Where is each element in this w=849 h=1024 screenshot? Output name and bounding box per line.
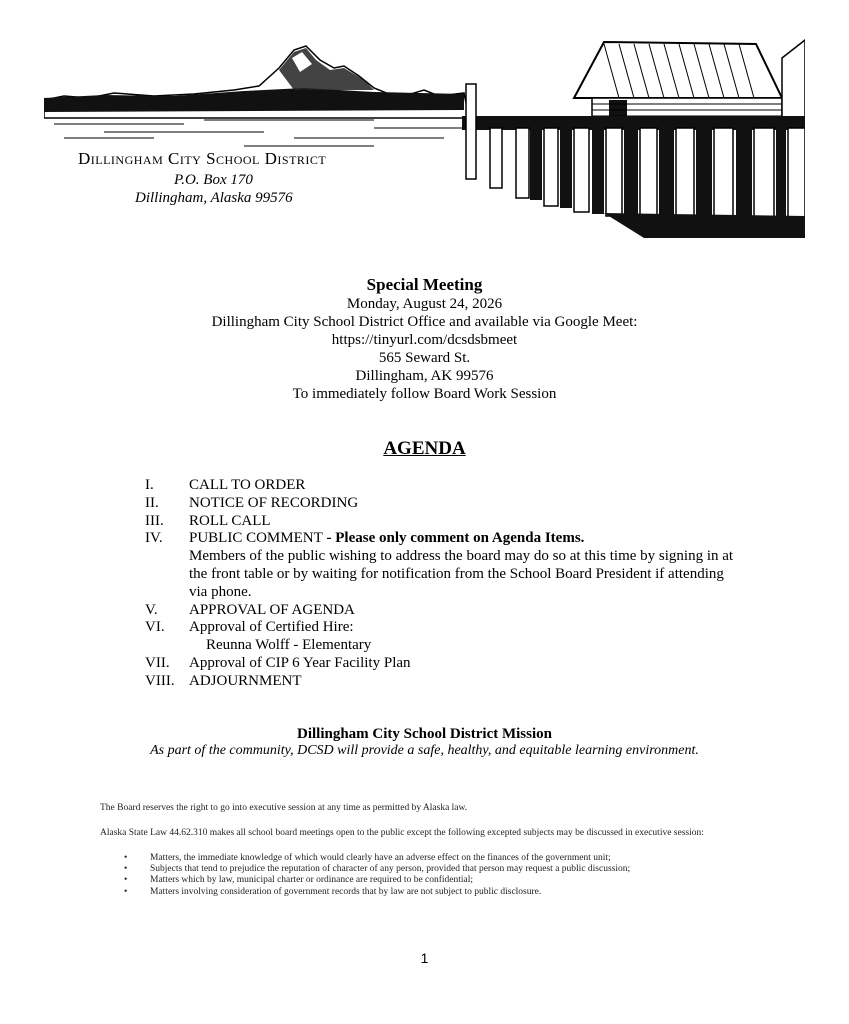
executive-session-note: The Board reserves the right to go into executive session at any time as permitted by Alaska law. — [100, 803, 468, 813]
agenda-item-sub: Reunna Wolff - Elementary — [206, 637, 372, 654]
mission-title: Dillingham City School District Mission — [296, 726, 552, 742]
agenda-item-text: ADJOURNMENT — [189, 672, 302, 689]
page-number: 1 — [420, 950, 429, 966]
excepted-subjects-list — [100, 853, 630, 898]
bullet-icon: • — [124, 875, 128, 886]
list-item — [100, 864, 630, 875]
agenda-item-number: IV. — [145, 530, 163, 547]
agenda-item-body — [189, 619, 745, 655]
list-item-text: Subjects that tend to prejudice the reputation of character of any person, provided that person may request a public discussion; — [150, 864, 631, 875]
agenda-item-number: VI. — [145, 619, 165, 636]
agenda-item-number: V. — [145, 601, 158, 618]
district-banner-illustration — [44, 38, 805, 238]
bullet-icon: • — [124, 853, 128, 863]
agenda-item-number: III. — [145, 512, 164, 529]
agenda-item-text: NOTICE OF RECORDING — [189, 494, 359, 511]
agenda-item — [145, 673, 745, 691]
meeting-location: Dillingham City School District Office and available via Google Meet: — [211, 314, 638, 330]
po-box: P.O. Box 170 — [174, 172, 253, 188]
agenda-list — [145, 477, 745, 691]
agenda-item — [145, 513, 745, 531]
agenda-item — [145, 477, 745, 495]
agenda-item-number: VIII. — [145, 672, 175, 689]
bullet-icon: • — [124, 886, 128, 897]
list-item-text: Matters which by law, municipal charter or ordinance are required to be confidential; — [150, 875, 474, 886]
agenda-item — [145, 602, 745, 620]
district-name: Dillingham City School District — [78, 149, 327, 168]
list-item — [100, 853, 630, 864]
meeting-street: 565 Seward St. — [378, 350, 471, 366]
agenda-item-emphasis: - Please only comment on Agenda Items. — [322, 530, 585, 547]
agenda-item-text: PUBLIC COMMENT — [189, 530, 323, 547]
agenda-item — [145, 619, 745, 655]
meeting-note: To immediately follow Board Work Session — [292, 386, 557, 402]
list-item-text: Matters, the immediate knowledge of which would clearly have an adverse effect on the finances of the government unit; — [150, 853, 611, 863]
agenda-item-text: Approval of CIP 6 Year Facility Plan — [189, 654, 411, 671]
agenda-item-number: I. — [145, 477, 154, 493]
agenda-item-detail: Members of the public wishing to address the board may do so at this time by signing in at the front table or by waiting for notification from the School Board President if attending via phone. — [189, 548, 734, 600]
agenda-item-body — [189, 530, 745, 601]
agenda-title: AGENDA — [383, 438, 466, 459]
agenda-item — [145, 495, 745, 513]
meeting-title: Special Meeting — [366, 275, 483, 294]
city-state: Dillingham, Alaska 99576 — [135, 190, 293, 206]
meeting-city: Dillingham, AK 99576 — [355, 368, 494, 384]
agenda-item-text: Approval of Certified Hire: — [189, 619, 354, 636]
agenda-item-number: II. — [145, 494, 159, 511]
agenda-item-number: VII. — [145, 654, 170, 671]
agenda-item-text: ROLL CALL — [189, 512, 271, 529]
meeting-link[interactable]: https://tinyurl.com/dcsdsbmeet — [331, 332, 518, 348]
law-intro: Alaska State Law 44.62.310 makes all school board meetings open to the public except the following excepted subjects may be discussed in executive session: — [100, 828, 704, 838]
agenda-item — [145, 530, 745, 601]
agenda-item — [145, 655, 745, 673]
list-item — [100, 887, 630, 898]
list-item-text: Matters involving consideration of government records that by law are not subject to public disclosure. — [150, 886, 542, 897]
agenda-item-text: CALL TO ORDER — [189, 477, 306, 493]
bullet-icon: • — [124, 864, 128, 875]
meeting-date: Monday, August 24, 2026 — [346, 296, 503, 312]
list-item — [100, 875, 630, 886]
agenda-item-text: APPROVAL OF AGENDA — [189, 601, 355, 618]
mission-statement: As part of the community, DCSD will provide a safe, healthy, and equitable learning environment. — [150, 743, 699, 758]
